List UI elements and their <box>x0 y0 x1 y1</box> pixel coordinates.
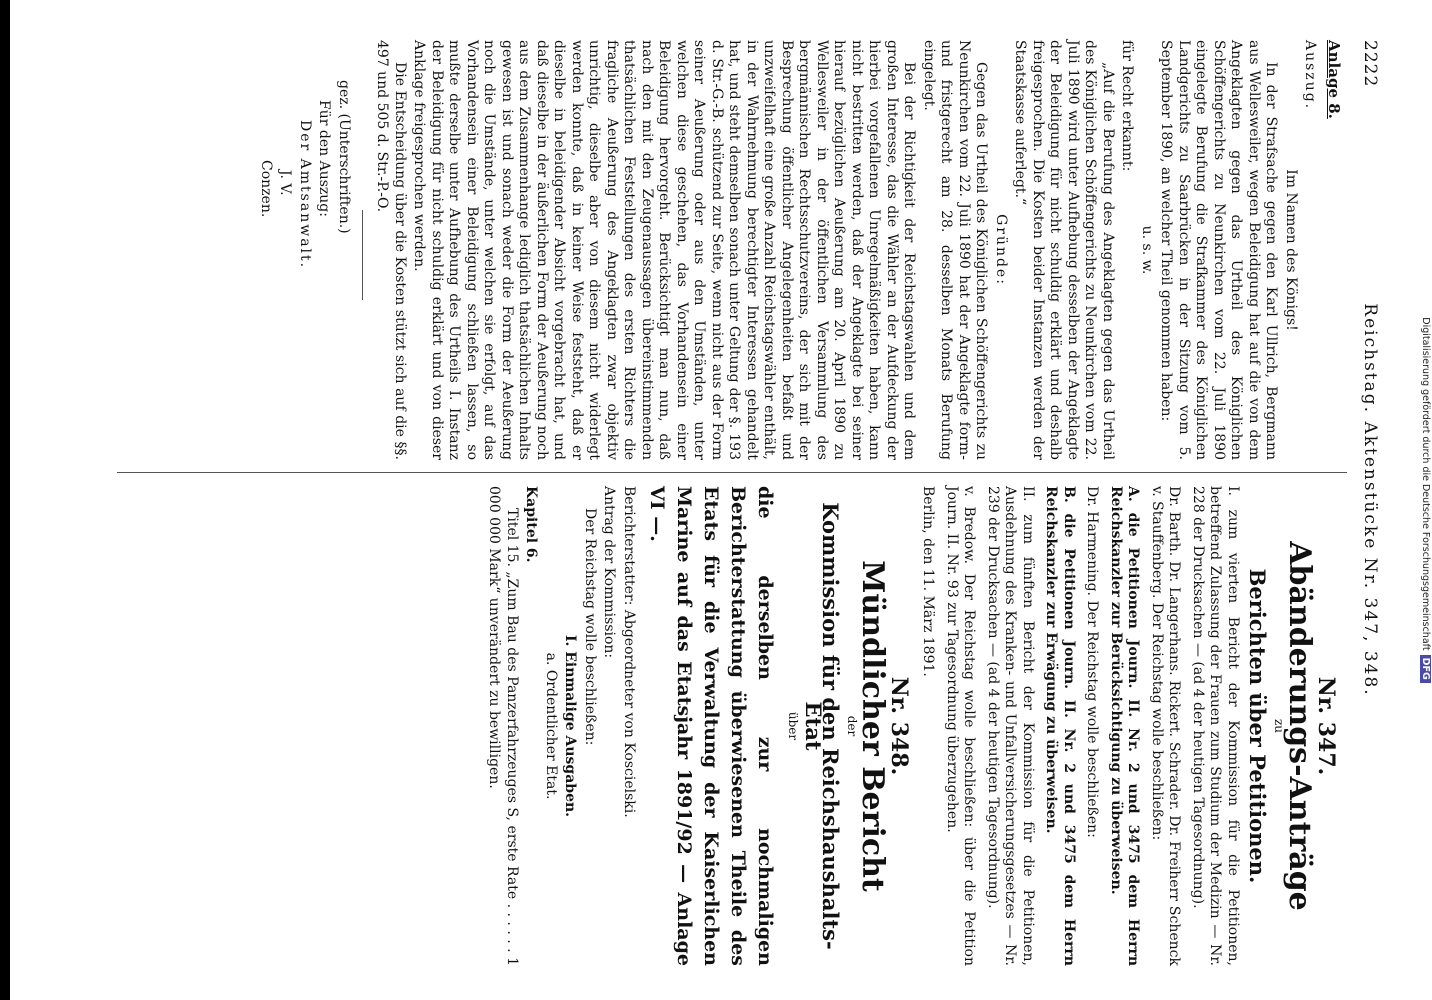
reichstag-beschliessen: Der Reichstag wolle beschließen: <box>582 508 598 746</box>
paragraph-strafsache: In der Strafsache gegen den Karl Ullrich, Bergmann aus Wellesweiler, wegen Beleidigung hat auf die von dem Angeklagten gegen das Urtheil des Königlichen Schöffengerichts zu Neunkirchen vom 22. Juli 1890 eingelegte Berufung die Strafkammer des Königlichen Landgerichts zu Saarbrücken in der Sitzung vom 5. September 1890, an welcher Theil genommen haben: <box>1158 40 1280 460</box>
header-title: Reichstag. Aktenstücke Nr. 347, 348. <box>1360 303 1380 697</box>
signature-block <box>257 40 353 460</box>
item-A: A. die Petitionen Journ. II. Nr. 2 und 3475 dem Herrn Reichskanzler zur Berücksichtigung zu überweisen. <box>1108 486 1142 966</box>
paragraph-kosten: Die Entscheidung über die Kosten stützt sich auf die §§. 497 und 505 d. Str.-P.-O. <box>374 40 408 460</box>
paragraph-reasoning: Bei der Richtigkeit der Reichstagswahlen und dem großen Interesse, das die Wähler an der Aufdeckung der hierbei vorgefallenen Unregelmäßigkeiten haben, kann nicht bestritten werden, daß der Angeklagte bei seiner hierauf bezüglichen Aeußerung am 20. April 1890 zu Wellesweiler in der öffentlichen Versammlung des bergmännischen Rechtsschutzvereins, der sich mit der Besprechung öffentlicher Angelegenheiten befaßt und unzweifelhaft eine große Anzahl Reichstagswähler enthält, in der Wahrnehmung berechtigter Interessen gehandelt hat, und steht demselben sonach unter Geltung der §. 193 d. Str.-G.-B. schützend zur Seite, wenn nicht aus der Form seiner Aeußerung oder aus den Umständen, unter welchen diese geschehen, das Vorhandensein einer Beleidigung hervorgeht. Berücksichtigt man nun, daß nach den mit den Zeugenaussagen übereinstimmenden thatsächlichen Feststellungen des ersten Richters die fragliche Aeußerung des Angeklagten zwar objektiv unrichtig, dieselbe aber von diesem nicht widerlegt werden konnte, daß in keiner Weise feststeht, daß er dieselbe in beleidigender Absicht vorgebracht hat, und daß dieselbe in der äußerlichen Form der Aeußerung noch aus dem Zusammenhange lediglich thatsächlichen Inhalts gewesen ist und sonach weder die Form der Aeußerung noch die Umstände, unter welchen sie erfolgt, auf das Vorhandensein einer Beleidigung schließen lassen, so mußte derselbe unter Aufhebung des Urtheils I. Instanz der Beleidigung für nicht schuldig erklärt und von dieser Anklage freigesprochen werden. <box>411 40 918 460</box>
nr-348-heading: Nr. 348. <box>886 676 912 776</box>
muendlicher-bericht-title: Mündlicher Bericht <box>855 560 891 892</box>
koenig-heading: Im Namen des Königs! <box>1283 169 1299 331</box>
antrag-der-kommission: Antrag der Kommission: <box>601 486 618 659</box>
antrag-harmening: Dr. Harmening. Der Reichstag wolle beschließen: <box>1084 486 1101 838</box>
titel-15: Titel 15. „Zum Bau des Panzerfahrzeuges S, erste Rate . . . . . . 1 000 000 Mark“ unverändert zu bewilligen. <box>486 486 520 966</box>
item-II: II. zum fünften Bericht der Kommission für die Petitionen, Ausdehnung des Kranken- und Unfallversicherungsgesetzes — Nr. 239 der Drucksachen — (ad 4 der heutigen Tagesordnung). <box>985 486 1036 966</box>
zu-label: zu <box>1272 718 1286 734</box>
auszug-label: Auszug. <box>1302 40 1319 111</box>
dfg-credit-text: Digitalisierung gefördert durch die Deutsche Forschungsgemeinschaft <box>1420 317 1431 651</box>
dfg-credit <box>1418 0 1432 1000</box>
berlin-date: Berlin, den 11. März 1891. <box>920 486 937 677</box>
signature-rule <box>362 210 363 300</box>
usw-1: u. s. w. <box>1139 225 1155 275</box>
left-column <box>255 40 1343 460</box>
kommission-heading: Kommission für den Reichshaushalts-Etat <box>801 502 844 950</box>
item-B: B. die Petitionen Journ. II. Nr. 2 und 3475 dem Herrn Reichskanzler zur Erwägung zu überweisen. <box>1043 486 1077 966</box>
bericht-subject: die derselben zur nochmaligen Berichterstattung überwiesenen Theile des Etats für die Verwaltung der Kaiserlichen Marine auf das Etatsjahr 1891/92 — Anlage VI —. <box>646 486 776 966</box>
der-label: der <box>845 715 859 737</box>
abaenderungs-antraege-title: Abänderungs-Anträge <box>1282 541 1318 911</box>
fuer-recht-erkannt: für Recht erkannt: <box>1119 40 1136 172</box>
ordentlicher-etat: a. Ordentlicher Etat. <box>543 652 559 800</box>
column-divider <box>117 472 1347 473</box>
unterschriften: gez. (Unterschriften.) <box>336 80 352 234</box>
antrag-bredow: v. Bredow. Der Reichstag wolle beschließen: über die Petition Journ. II. Nr. 93 zur Tagesordnung überzugehen. <box>944 486 978 966</box>
nr-347-heading: Nr. 347. <box>1313 676 1339 776</box>
signature-name: Conzen. <box>258 160 274 218</box>
item-I: I. zum vierten Bericht der Kommission für die Petitionen, betreffend Zulassung der Frauen zum Studium der Medizin — Nr. 228 der Drucksachen — (ad 4 der heutigen Tagesordnung). <box>1190 486 1241 966</box>
einmalige-ausgaben: I. Einmalige Ausgaben. <box>562 634 579 818</box>
gruende-heading: Gründe: <box>993 214 1009 286</box>
amtsanwalt: Der Amtsanwalt. <box>297 120 313 270</box>
judgment-quote: „Auf die Berufung des Angeklagten gegen das Urtheil des Königlichen Schöffengerichts zu Neunkirchen vom 22. Juli 1890 wird unter Aufhebung desselben der Angeklagte der Beleidigung für nicht schuldig erklärt und deshalb freigesprochen. Die Kosten beider Instanzen werden der Staatskasse auferlegt.“ <box>1012 40 1116 460</box>
kapitel-6: Kapitel 6. <box>523 486 540 563</box>
right-column <box>483 486 1342 966</box>
dfg-footer-strip <box>1418 0 1432 1000</box>
dfg-logo: DFG <box>1420 655 1431 683</box>
iv-mark: J. V. <box>277 170 294 196</box>
fuer-den-auszug: Für den Auszug: <box>316 100 333 217</box>
antrag-barth: Dr. Barth. Dr. Langerhans. Rickert. Schrader. Dr. Freiherr Schenck v. Stauffenberg. Der Reichstag wolle beschließen: <box>1149 486 1183 966</box>
ueber-label: über <box>786 711 801 741</box>
paragraph-berufung: Gegen das Urtheil des Königlichen Schöffengerichts zu Neunkirchen vom 22. Juli 1890 hat der Angeklagte form- und fristgerecht am 28. desselben Monats Berufung eingelegt. <box>921 40 990 460</box>
berichterstatter: Berichterstatter: Abgeordneter von Koscielski. <box>621 486 637 818</box>
anlage-label: Anlage 8. <box>1325 40 1343 119</box>
page-number: 2222 <box>1360 40 1380 88</box>
document-page <box>32 0 1432 1000</box>
berichten-ueber-petitionen: Berichten über Petitionen. <box>1245 568 1271 884</box>
